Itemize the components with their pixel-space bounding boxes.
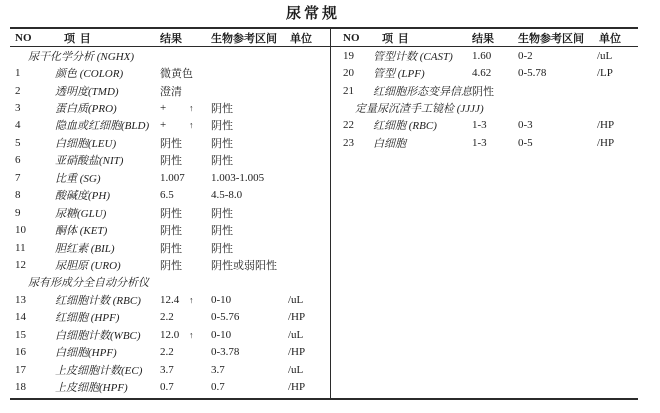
table-row	[10, 378, 330, 395]
section-title: 尿干化学分析 (NGHX)	[28, 50, 135, 63]
table-row	[331, 47, 638, 64]
cell-unit: /uL	[597, 49, 613, 62]
table-row	[331, 64, 638, 81]
cell-no: 2	[15, 84, 21, 97]
page-title: 尿常规	[285, 6, 340, 22]
cell-result: 12.4	[160, 293, 180, 306]
cell-no: 9	[15, 206, 21, 219]
section-title: 尿有形成分全自动分析仪	[28, 277, 149, 290]
cell-unit: /HP	[288, 311, 306, 324]
cell-reference: 0-3.78	[211, 346, 240, 359]
abnormal-flag-arrow-icon: ↑	[189, 329, 194, 340]
cell-result: 2.2	[160, 311, 174, 324]
cell-result: 阴性	[472, 85, 494, 98]
cell-item-name: 隐血或红细胞(BLD)	[55, 120, 150, 133]
table-row	[331, 117, 638, 134]
cell-unit: /HP	[597, 119, 615, 132]
table-row	[10, 169, 330, 186]
abnormal-flag-arrow-icon: ↑	[189, 103, 194, 114]
cell-no: 10	[15, 224, 26, 237]
table-row	[10, 221, 330, 238]
table-row	[10, 204, 330, 221]
report-table	[10, 27, 638, 400]
table-row	[331, 82, 638, 99]
right-table-header	[331, 29, 638, 47]
column-header-item: 项 目	[64, 32, 92, 45]
cell-no: 21	[343, 84, 354, 97]
table-row	[10, 343, 330, 360]
cell-no: 16	[15, 346, 26, 359]
cell-reference: 0-5	[518, 136, 533, 149]
cell-result: 2.2	[160, 346, 174, 359]
table-row	[10, 152, 330, 169]
cell-reference: 0.7	[211, 381, 225, 394]
column-header-ref: 生物参考区间	[211, 32, 277, 45]
cell-item-name: 白细胞	[373, 137, 406, 150]
cell-no: 19	[343, 49, 354, 62]
cell-result: 澄清	[160, 85, 182, 98]
cell-reference: 阴性或弱阳性	[211, 259, 277, 272]
cell-result: 1-3	[472, 119, 487, 132]
cell-reference: 阴性	[211, 137, 233, 150]
column-header-no: NO	[15, 31, 32, 44]
abnormal-flag-arrow-icon: ↑	[189, 294, 194, 305]
cell-unit: /LP	[597, 67, 613, 80]
cell-item-name: 胆红素 (BIL)	[55, 242, 115, 255]
cell-unit: /HP	[288, 346, 306, 359]
cell-result: 阴性	[160, 155, 182, 168]
cell-item-name: 管型计数 (CAST)	[373, 50, 453, 63]
cell-reference: 阴性	[211, 120, 233, 133]
cell-item-name: 亚硝酸盐(NIT)	[55, 155, 124, 168]
cell-reference: 4.5-8.0	[211, 189, 243, 202]
cell-no: 6	[15, 154, 21, 167]
cell-result: 阴性	[160, 259, 182, 272]
cell-result: 0.7	[160, 381, 174, 394]
cell-item-name: 尿糖(GLU)	[55, 207, 107, 220]
cell-reference: 阴性	[211, 242, 233, 255]
cell-item-name: 白细胞(LEU)	[55, 137, 117, 150]
table-row	[10, 64, 330, 81]
cell-no: 13	[15, 293, 26, 306]
cell-reference: 0-3	[518, 119, 533, 132]
column-header-no: NO	[343, 31, 360, 44]
cell-item-name: 白细胞计数(WBC)	[55, 329, 141, 342]
cell-result: 1-3	[472, 136, 487, 149]
cell-result: 阴性	[160, 242, 182, 255]
cell-no: 7	[15, 171, 21, 184]
cell-result: 微黄色	[160, 68, 193, 81]
cell-reference: 阴性	[211, 225, 233, 238]
cell-result: 1.60	[472, 49, 492, 62]
cell-item-name: 红细胞计数 (RBC)	[55, 294, 141, 307]
cell-reference: 3.7	[211, 363, 225, 376]
cell-no: 1	[15, 67, 21, 80]
section-title: 定量尿沉渣手工镜检 (JJJJ)	[355, 103, 484, 116]
cell-item-name: 上皮细胞计数(EC)	[55, 364, 143, 377]
cell-no: 3	[15, 102, 21, 115]
cell-item-name: 颜色 (COLOR)	[55, 68, 124, 81]
cell-unit: /HP	[597, 136, 615, 149]
cell-result: 3.7	[160, 363, 174, 376]
cell-no: 8	[15, 189, 21, 202]
cell-no: 15	[15, 328, 26, 341]
cell-item-name: 比重 (SG)	[55, 172, 101, 185]
table-row	[10, 187, 330, 204]
table-row	[10, 239, 330, 256]
right-table-rows	[331, 47, 638, 152]
cell-result: +	[160, 102, 167, 115]
cell-result: 6.5	[160, 189, 174, 202]
left-table-header	[10, 29, 330, 47]
cell-reference: 0-5.76	[211, 311, 240, 324]
cell-item-name: 上皮细胞(HPF)	[55, 382, 128, 395]
cell-reference: 阴性	[211, 155, 233, 168]
table-row	[10, 326, 330, 343]
abnormal-flag-arrow-icon: ↑	[189, 120, 194, 131]
column-header-ref: 生物参考区间	[518, 32, 584, 45]
cell-no: 18	[15, 381, 26, 394]
column-header-result: 结果	[160, 32, 182, 45]
cell-no: 17	[15, 363, 26, 376]
cell-item-name: 红细胞 (RBC)	[373, 120, 437, 133]
right-table	[331, 29, 638, 398]
cell-no: 11	[15, 241, 26, 254]
cell-no: 20	[343, 67, 354, 80]
cell-reference: 1.003-1.005	[211, 171, 265, 184]
cell-no: 5	[15, 136, 21, 149]
cell-reference: 0-2	[518, 49, 533, 62]
cell-no: 12	[15, 258, 26, 271]
cell-item-name: 酮体 (KET)	[55, 225, 108, 238]
section-header-row	[10, 274, 330, 291]
cell-item-name: 红细胞形态变异信息	[373, 85, 472, 98]
cell-result: 12.0	[160, 328, 180, 341]
table-row	[10, 256, 330, 273]
cell-result: 4.62	[472, 67, 492, 80]
table-row	[331, 134, 638, 151]
table-row	[10, 82, 330, 99]
cell-unit: /uL	[288, 293, 304, 306]
cell-reference: 0-10	[211, 293, 232, 306]
cell-item-name: 尿胆原 (URO)	[55, 259, 121, 272]
cell-reference: 0-10	[211, 328, 232, 341]
table-row	[10, 309, 330, 326]
cell-reference: 阴性	[211, 103, 233, 116]
cell-result: 阴性	[160, 207, 182, 220]
cell-item-name: 红细胞 (HPF)	[55, 312, 120, 325]
cell-item-name: 透明度(TMD)	[55, 85, 119, 98]
cell-result: 阴性	[160, 225, 182, 238]
cell-item-name: 白细胞(HPF)	[55, 347, 117, 360]
cell-item-name: 酸碱度(PH)	[55, 190, 110, 203]
section-header-row	[331, 99, 638, 116]
cell-result: 1.007	[160, 171, 185, 184]
left-table-rows	[10, 47, 330, 396]
cell-no: 14	[15, 311, 26, 324]
column-header-item: 项 目	[382, 32, 410, 45]
cell-no: 23	[343, 136, 354, 149]
table-row	[10, 291, 330, 308]
column-header-unit: 单位	[599, 32, 621, 45]
cell-item-name: 蛋白质(PRO)	[55, 103, 117, 116]
section-header-row	[10, 47, 330, 64]
column-header-unit: 单位	[290, 32, 312, 45]
cell-unit: /uL	[288, 363, 304, 376]
cell-unit: /uL	[288, 328, 304, 341]
table-row	[10, 99, 330, 116]
column-header-result: 结果	[472, 32, 494, 45]
cell-unit: /HP	[288, 381, 306, 394]
cell-no: 4	[15, 119, 21, 132]
table-row	[10, 361, 330, 378]
cell-item-name: 管型 (LPF)	[373, 68, 425, 81]
left-table	[10, 29, 330, 398]
table-row	[10, 134, 330, 151]
cell-reference: 0-5.78	[518, 67, 547, 80]
cell-result: +	[160, 119, 167, 132]
table-row	[10, 117, 330, 134]
cell-no: 22	[343, 119, 354, 132]
cell-result: 阴性	[160, 137, 182, 150]
cell-reference: 阴性	[211, 207, 233, 220]
